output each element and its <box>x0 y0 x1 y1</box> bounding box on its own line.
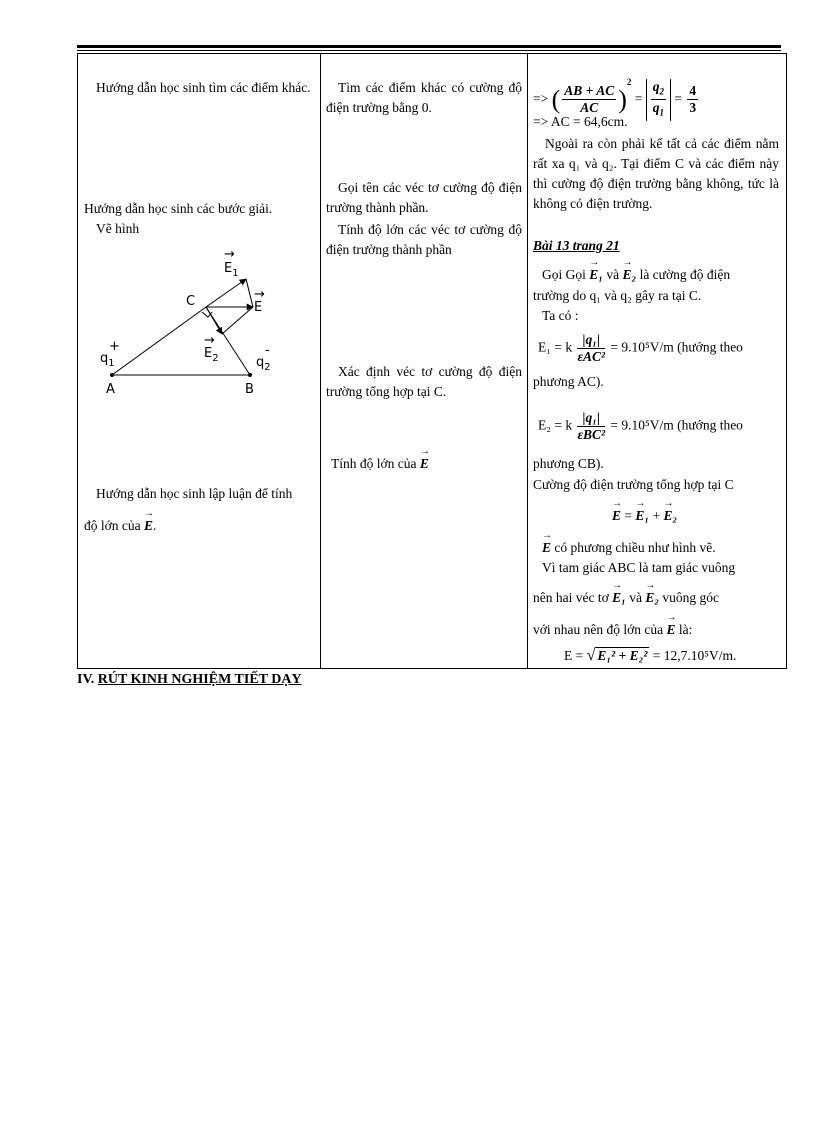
vector-E1-symbol: → E₁ <box>589 264 603 286</box>
E1-lhs: E₁ = k <box>538 339 573 355</box>
equals-1: = <box>634 91 643 106</box>
lesson-table <box>77 53 787 669</box>
ratio-equation: => ( $\frac{AB + AC}{AC}$ )$^2$ = $\frac{q_2}{q_1}$ = $\frac{4}{3}$ <box>533 64 700 121</box>
two-E1: → E₁ <box>612 588 626 608</box>
sum-E1: → E₁ <box>635 506 649 526</box>
label-A: A <box>106 382 115 397</box>
and-1: và <box>606 267 620 282</box>
student-column <box>321 54 528 669</box>
E2-lhs: E₂ = k <box>538 417 573 433</box>
magnitude-line: độ lớn của → E. <box>84 516 156 536</box>
let-suffix: là cường độ điện <box>639 267 731 282</box>
since-right: Vì tam giác ABC là tam giác vuông <box>542 560 736 575</box>
label-E2-arrow: → <box>204 333 215 348</box>
E1-fraction: $\frac{\text{|q₁|}}{\text{εAC²}}$ <box>577 332 606 364</box>
is-text: là: <box>678 622 693 637</box>
label-q2: $q_2$ <box>256 355 271 373</box>
mag-E: → E <box>667 620 676 640</box>
top-rule-thin <box>77 50 781 51</box>
compute-E-line <box>331 454 429 474</box>
content-column <box>528 54 787 669</box>
E1-direction: phương AC). <box>533 374 604 389</box>
ac-result: => AC = 64,6cm. <box>533 114 628 129</box>
teacher-column <box>78 54 321 669</box>
E1-formula <box>538 332 743 365</box>
vector-E-symbol: → E <box>144 516 153 536</box>
name-vectors: Gọi tên các véc tơ cường độ điện trường thành phần. <box>326 180 522 215</box>
implies-arrow: => <box>533 91 549 106</box>
label-B: B <box>245 382 254 397</box>
label-E2: $E_2$ <box>204 346 219 364</box>
E2-fraction: $\frac{\text{|q₁|}}{\text{εBC²}}$ <box>577 410 606 442</box>
ratio-value: $\frac{4}{3}$ <box>689 83 697 116</box>
direction-text: có phương chiều như hình vẽ. <box>554 540 716 555</box>
final-lhs: E = <box>564 648 584 663</box>
ratio-fraction: $\frac{AB + AC}{AC}$ <box>564 83 615 116</box>
label-E: E <box>254 300 263 315</box>
E2-value: = 9.10⁵V/m (hướng theo <box>610 417 743 433</box>
compute-E-text: Tính độ lớn của <box>331 456 417 471</box>
charge-ratio: $\frac{q_2}{q_1}$ <box>646 79 671 121</box>
two-vectors-text: nên hai véc tơ <box>533 590 609 605</box>
vector-E2-symbol: → E₂ <box>622 264 636 286</box>
E2-formula <box>538 410 743 443</box>
two-vectors-line <box>533 588 781 608</box>
section-heading <box>77 672 302 688</box>
sum-E: → E <box>612 506 621 526</box>
we-have: Ta có : <box>542 308 579 323</box>
final-sqrt: E₁² + E₂² <box>597 648 648 663</box>
exercise-title: Bài 13 trang 21 <box>533 238 620 253</box>
final-value: = 12,7.10⁵V/m. <box>652 648 737 663</box>
guide-other-points: Hướng dẫn học sinh tìm các điểm khác. <box>96 80 311 95</box>
E1-value: = 9.10⁵V/m (hướng theo <box>610 339 743 355</box>
vector-sum: → E = → E₁ + → E₂ <box>612 506 677 526</box>
label-q1: $q_1$ <box>100 351 115 369</box>
magnitude-text: độ lớn của <box>84 518 141 533</box>
direction-line <box>542 538 716 558</box>
total-field: Cường độ điện trường tổng hợp tại C <box>533 477 734 492</box>
vector-E1 <box>206 279 246 307</box>
perpendicular-text: vuông góc <box>662 590 720 605</box>
magnitude-line <box>533 620 692 640</box>
draw-figure-label: Vẽ hình <box>96 221 140 236</box>
sum-E2: → E₂ <box>663 506 677 526</box>
guide-steps: Hướng dẫn học sinh các bước giải. <box>84 201 273 216</box>
E2-direction: phương CB). <box>533 456 604 471</box>
field-by: trường do q₁ và q₂ gây ra tại C. <box>533 288 702 303</box>
and-2: và <box>629 590 642 605</box>
section-title: RÚT KINH NGHIỆM TIẾT DẠY <box>97 672 302 687</box>
vector-diagram <box>78 250 321 410</box>
guide-reason: Hướng dẫn học sinh lập luận để tính <box>96 486 293 501</box>
section-number: IV. <box>77 672 95 687</box>
point-B <box>248 373 252 377</box>
parallelogram-side-2 <box>222 307 253 334</box>
top-rule <box>77 45 781 48</box>
determine-total: Xác định véc tơ cường độ điện trường tổng hợp tại C. <box>326 364 522 399</box>
parallelogram-side-1 <box>246 279 253 307</box>
equals-2: = <box>674 91 683 106</box>
label-C: C <box>186 294 196 309</box>
side-AC <box>112 307 206 375</box>
vector-E-symbol: → E <box>420 454 429 474</box>
point-A <box>110 373 114 377</box>
label-E-arrow: → <box>254 287 265 302</box>
compute-magnitudes: Tính độ lớn các véc tơ cường độ điện trường thành phần <box>326 222 522 257</box>
label-E1-arrow: → <box>224 250 235 262</box>
also-points: Ngoài ra còn phải kể tất cả các điểm nằm rất xa q₁ và q₂. Tại điểm C và các điểm này thì cường độ điện trường bằng không, tức là không có điện trường. <box>533 136 779 211</box>
dir-E: → E <box>542 538 551 558</box>
final-result: E = √ E₁² + E₂² = 12,7.10⁵V/m. <box>564 647 737 664</box>
let-prefix: Gọi Gọi <box>542 267 586 282</box>
label-q2-sign: - <box>265 343 270 358</box>
vector-E2 <box>206 307 222 334</box>
power: 2 <box>626 77 632 87</box>
let-line <box>542 264 730 286</box>
label-q1-sign: + <box>109 339 120 354</box>
label-E1: $E_1$ <box>224 261 239 279</box>
with-each-other: với nhau nên độ lớn của <box>533 622 664 637</box>
two-E2: → E₂ <box>645 588 659 608</box>
find-points: Tìm các điểm khác có cường độ điện trường bằng 0. <box>326 80 522 115</box>
